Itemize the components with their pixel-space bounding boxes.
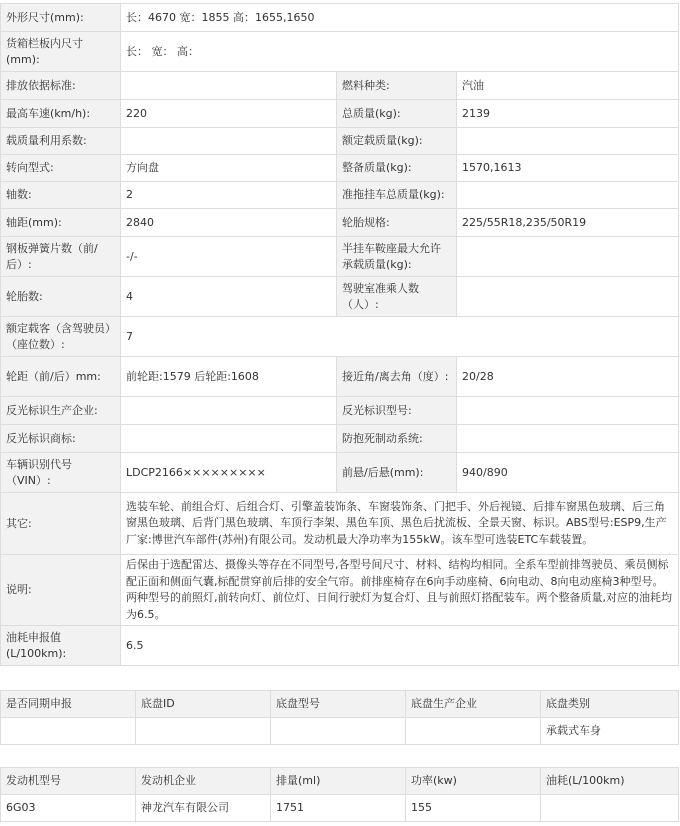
engine-header-row	[1, 768, 679, 795]
track-width-label: 轮距（前/后）mm:	[1, 357, 121, 397]
cab-occupants-label: 驾驶室准乘人数（人）:	[337, 277, 457, 317]
total-mass-label: 总质量(kg):	[337, 100, 457, 128]
engine-data-row	[1, 795, 679, 822]
steering-type-label: 转向型式:	[1, 155, 121, 182]
notes-value: 后保由于选配雷达、摄像头等存在不同型号,各型号间尺寸、材料、结构均相同。全系车型前排驾驶员、乘员侧标配正面和侧面气囊,标配贯穿前后排的安全气帘。前排座椅存在6向手动座椅、6向电动、8向电动座椅3种型号。两种型号的前照灯,前转向灯、前位灯、日间行驶灯为复合灯、且与前照灯搭配装车。两个整备质量,对应的油耗均为6.5。	[121, 555, 679, 626]
chassis-cell: 承载式车身	[541, 718, 679, 745]
chassis-header-cell: 底盘类别	[541, 691, 679, 718]
chassis-cell	[136, 718, 271, 745]
approach-departure-value: 20/28	[457, 357, 679, 397]
trailer-mass-value	[457, 182, 679, 209]
abs-value	[457, 425, 679, 453]
max-speed-value: 220	[121, 100, 337, 128]
other-label: 其它:	[1, 493, 121, 555]
saddle-load-value	[457, 237, 679, 277]
chassis-header-cell: 底盘ID	[136, 691, 271, 718]
engine-header-cell: 油耗(L/100km)	[541, 768, 679, 795]
steering-type-value: 方向盘	[121, 155, 337, 182]
dimensions-value: 长：4670 宽：1855 高：1655,1650	[121, 4, 679, 32]
reflective-maker-label: 反光标识生产企业:	[1, 397, 121, 425]
engine-table	[0, 767, 679, 822]
wheelbase-label: 轴距(mm):	[1, 209, 121, 237]
chassis-cell	[1, 718, 136, 745]
spec-row-emission-fuel	[1, 72, 679, 100]
reflective-model-value	[457, 397, 679, 425]
spec-row-other	[1, 493, 679, 555]
spec-row-seats	[1, 317, 679, 357]
spec-row-notes	[1, 555, 679, 626]
chassis-data-row	[1, 718, 679, 745]
reflective-trademark-label: 反光标识商标:	[1, 425, 121, 453]
approach-departure-label: 接近角/离去角（度）:	[337, 357, 457, 397]
vin-label: 车辆识别代号（VIN）:	[1, 453, 121, 493]
tire-count-label: 轮胎数:	[1, 277, 121, 317]
total-mass-value: 2139	[457, 100, 679, 128]
overhang-value: 940/890	[457, 453, 679, 493]
dimensions-label: 外形尺寸(mm):	[1, 4, 121, 32]
spec-row-cargo-box	[1, 32, 679, 72]
cab-occupants-value	[457, 277, 679, 317]
track-width-value: 前轮距:1579 后轮距:1608	[121, 357, 337, 397]
spec-row-speed-mass	[1, 100, 679, 128]
spec-row-track-angles	[1, 357, 679, 397]
other-value: 选装车轮、前组合灯、后组合灯、引擎盖装饰条、车窗装饰条、门把手、外后视镜、后排车窗黑色玻璃、后三角窗黑色玻璃、后背门黑色玻璃、车顶行李架、黑色车顶、黑色后扰流板、全景天窗、标识。ABS型号:ESP9,生产厂家:博世汽车部件(苏州)有限公司。发动机最大净功率为155kW。该车型可选装ETC车载装置。	[121, 493, 679, 555]
emission-standard-value	[121, 72, 337, 100]
reflective-maker-value	[121, 397, 337, 425]
chassis-table	[0, 690, 679, 745]
load-utilization-label: 载质量利用系数:	[1, 128, 121, 155]
reflective-model-label: 反光标识型号:	[337, 397, 457, 425]
rated-seats-label: 额定载客（含驾驶员）（座位数）:	[1, 317, 121, 357]
engine-cell: 155	[406, 795, 541, 822]
rated-seats-value: 7	[121, 317, 679, 357]
chassis-header-cell: 底盘生产企业	[406, 691, 541, 718]
spec-row-fuel-consumption	[1, 626, 679, 666]
saddle-load-label: 半挂车鞍座最大允许承载质量(kg):	[337, 237, 457, 277]
emission-standard-label: 排放依据标准:	[1, 72, 121, 100]
trailer-mass-label: 准拖挂车总质量(kg):	[337, 182, 457, 209]
engine-header-cell: 排量(ml)	[271, 768, 406, 795]
spec-row-load	[1, 128, 679, 155]
spec-row-trademark-abs	[1, 425, 679, 453]
rated-load-value	[457, 128, 679, 155]
tire-spec-value: 225/55R18,235/50R19	[457, 209, 679, 237]
vin-value: LDCP2166×××××××××	[121, 453, 337, 493]
spec-row-tires-cab	[1, 277, 679, 317]
engine-cell	[541, 795, 679, 822]
curb-mass-label: 整备质量(kg):	[337, 155, 457, 182]
spec-row-axles-trailer	[1, 182, 679, 209]
notes-label: 说明:	[1, 555, 121, 626]
fuel-type-value: 汽油	[457, 72, 679, 100]
engine-header-cell: 发动机型号	[1, 768, 136, 795]
spec-row-dimensions	[1, 4, 679, 32]
overhang-label: 前悬/后悬(mm):	[337, 453, 457, 493]
engine-cell: 1751	[271, 795, 406, 822]
engine-cell: 神龙汽车有限公司	[136, 795, 271, 822]
engine-header-cell: 功率(kw)	[406, 768, 541, 795]
abs-label: 防抱死制动系统:	[337, 425, 457, 453]
axles-value: 2	[121, 182, 337, 209]
curb-mass-value: 1570,1613	[457, 155, 679, 182]
cargo-box-label: 货箱栏板内尺寸(mm):	[1, 32, 121, 72]
chassis-header-cell: 是否同期申报	[1, 691, 136, 718]
spec-row-steering-curb	[1, 155, 679, 182]
max-speed-label: 最高车速(km/h):	[1, 100, 121, 128]
fuel-consumption-value: 6.5	[121, 626, 679, 666]
chassis-header-cell: 底盘型号	[271, 691, 406, 718]
rated-load-label: 额定载质量(kg):	[337, 128, 457, 155]
tire-count-value: 4	[121, 277, 337, 317]
axles-label: 轴数:	[1, 182, 121, 209]
engine-header-cell: 发动机企业	[136, 768, 271, 795]
engine-cell: 6G03	[1, 795, 136, 822]
fuel-consumption-label: 油耗申报值(L/100km):	[1, 626, 121, 666]
chassis-cell	[406, 718, 541, 745]
spec-table	[0, 3, 679, 666]
chassis-header-row	[1, 691, 679, 718]
leaf-springs-label: 钢板弹簧片数（前/后）:	[1, 237, 121, 277]
spec-row-springs-saddle	[1, 237, 679, 277]
load-utilization-value	[121, 128, 337, 155]
cargo-box-value: 长： 宽： 高：	[121, 32, 679, 72]
wheelbase-value: 2840	[121, 209, 337, 237]
spec-row-wheelbase-tire	[1, 209, 679, 237]
reflective-trademark-value	[121, 425, 337, 453]
chassis-cell	[271, 718, 406, 745]
spec-row-reflective	[1, 397, 679, 425]
leaf-springs-value: -/-	[121, 237, 337, 277]
spec-row-vin-overhang	[1, 453, 679, 493]
fuel-type-label: 燃料种类:	[337, 72, 457, 100]
tire-spec-label: 轮胎规格:	[337, 209, 457, 237]
